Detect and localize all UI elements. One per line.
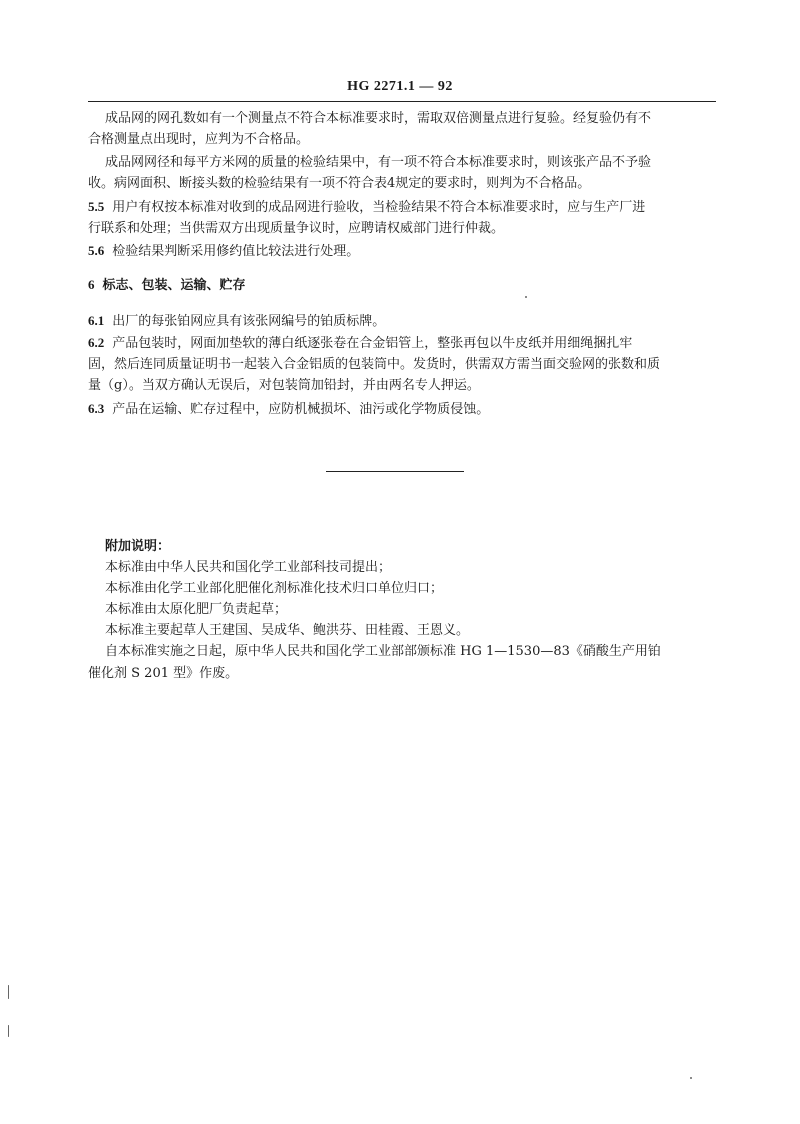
clause-5-6 (88, 240, 716, 262)
clause-number: 5.5 (88, 199, 105, 214)
paragraph-wire-diameter (88, 152, 716, 194)
paragraph-line: 成品网的网孔数如有一个测量点不符合本标准要求时，需取双倍测量点进行复验。经复验仍有不 (105, 111, 652, 126)
paragraph-line: 固，然后连同质量证明书一起装入合金铝质的包装筒中。发货时，供需双方需当面交验网的张数和质 (88, 357, 661, 372)
scan-speck (8, 985, 9, 999)
paragraph-line: 量（g）。当双方确认无误后，对包装筒加铅封，并由两名专人押运。 (88, 378, 480, 393)
clause-number: 6.2 (88, 335, 105, 350)
note-item-supersede: 自本标准实施之日起，原中华人民共和国化学工业部部颁标准 HG 1—1530—83《硝酸生产用铂 (105, 644, 661, 659)
clause-6-1 (88, 310, 716, 332)
clause-6-2 (88, 332, 716, 396)
clause-number: 6.3 (88, 401, 105, 416)
note-item: 本标准由化学工业部化肥催化剂标准化技术归口单位归口； (105, 581, 444, 596)
paragraph-line: 用户有权按本标准对收到的成品网进行验收，当检验结果不符合本标准要求时，应与生产厂进 (112, 200, 646, 215)
scan-speck (8, 1025, 9, 1037)
paragraph-line: 产品在运输、贮存过程中，应防机械损坏、油污或化学物质侵蚀。 (112, 402, 490, 417)
notes-title: 附加说明： (105, 539, 171, 554)
page-header-doc-number: HG 2271.1 — 92 (347, 79, 453, 94)
paragraph-line: 合格测量点出现时，应判为不合格品。 (88, 132, 310, 147)
scan-speck (690, 1077, 692, 1079)
paragraph-line: 成品网网径和每平方米网的质量的检验结果中，有一项不符合本标准要求时，则该张产品不予验 (105, 155, 652, 170)
paragraph-line: 收。病网面积、断接头数的检验结果有一项不符合表4规定的要求时，则判为不合格品。 (88, 176, 591, 191)
paragraph-line: 产品包装时，网面加垫软的薄白纸逐张卷在合金铝管上，整张再包以牛皮纸并用细绳捆扎牢 (112, 336, 633, 351)
clause-6-3 (88, 398, 716, 420)
note-item: 本标准主要起草人王建国、吴成华、鲍洪芬、田桂霞、王恩义。 (105, 623, 470, 638)
section-6-heading (88, 274, 716, 296)
note-item: 本标准由中华人民共和国化学工业部科技司提出； (105, 560, 392, 575)
section-number: 6 (88, 277, 95, 292)
paragraph-mesh-count (88, 108, 716, 150)
clause-number: 6.1 (88, 313, 105, 328)
scan-speck (525, 296, 527, 298)
paragraph-line: 行联系和处理；当供需双方出现质量争议时，应聘请权威部门进行仲裁。 (88, 221, 505, 236)
section-title: 标志、包装、运输、贮存 (102, 278, 246, 293)
clause-5-5 (88, 196, 716, 239)
paragraph-line: 出厂的每张铂网应具有该张网编号的铂质标牌。 (112, 314, 386, 329)
end-rule (326, 471, 464, 472)
note-item-supersede-cont: 催化剂 S 201 型》作废。 (88, 666, 239, 681)
paragraph-line: 检验结果判断采用修约值比较法进行处理。 (112, 244, 360, 259)
clause-number: 5.6 (88, 243, 105, 258)
header-rule (88, 101, 716, 102)
note-item: 本标准由太原化肥厂负责起草； (105, 602, 288, 617)
